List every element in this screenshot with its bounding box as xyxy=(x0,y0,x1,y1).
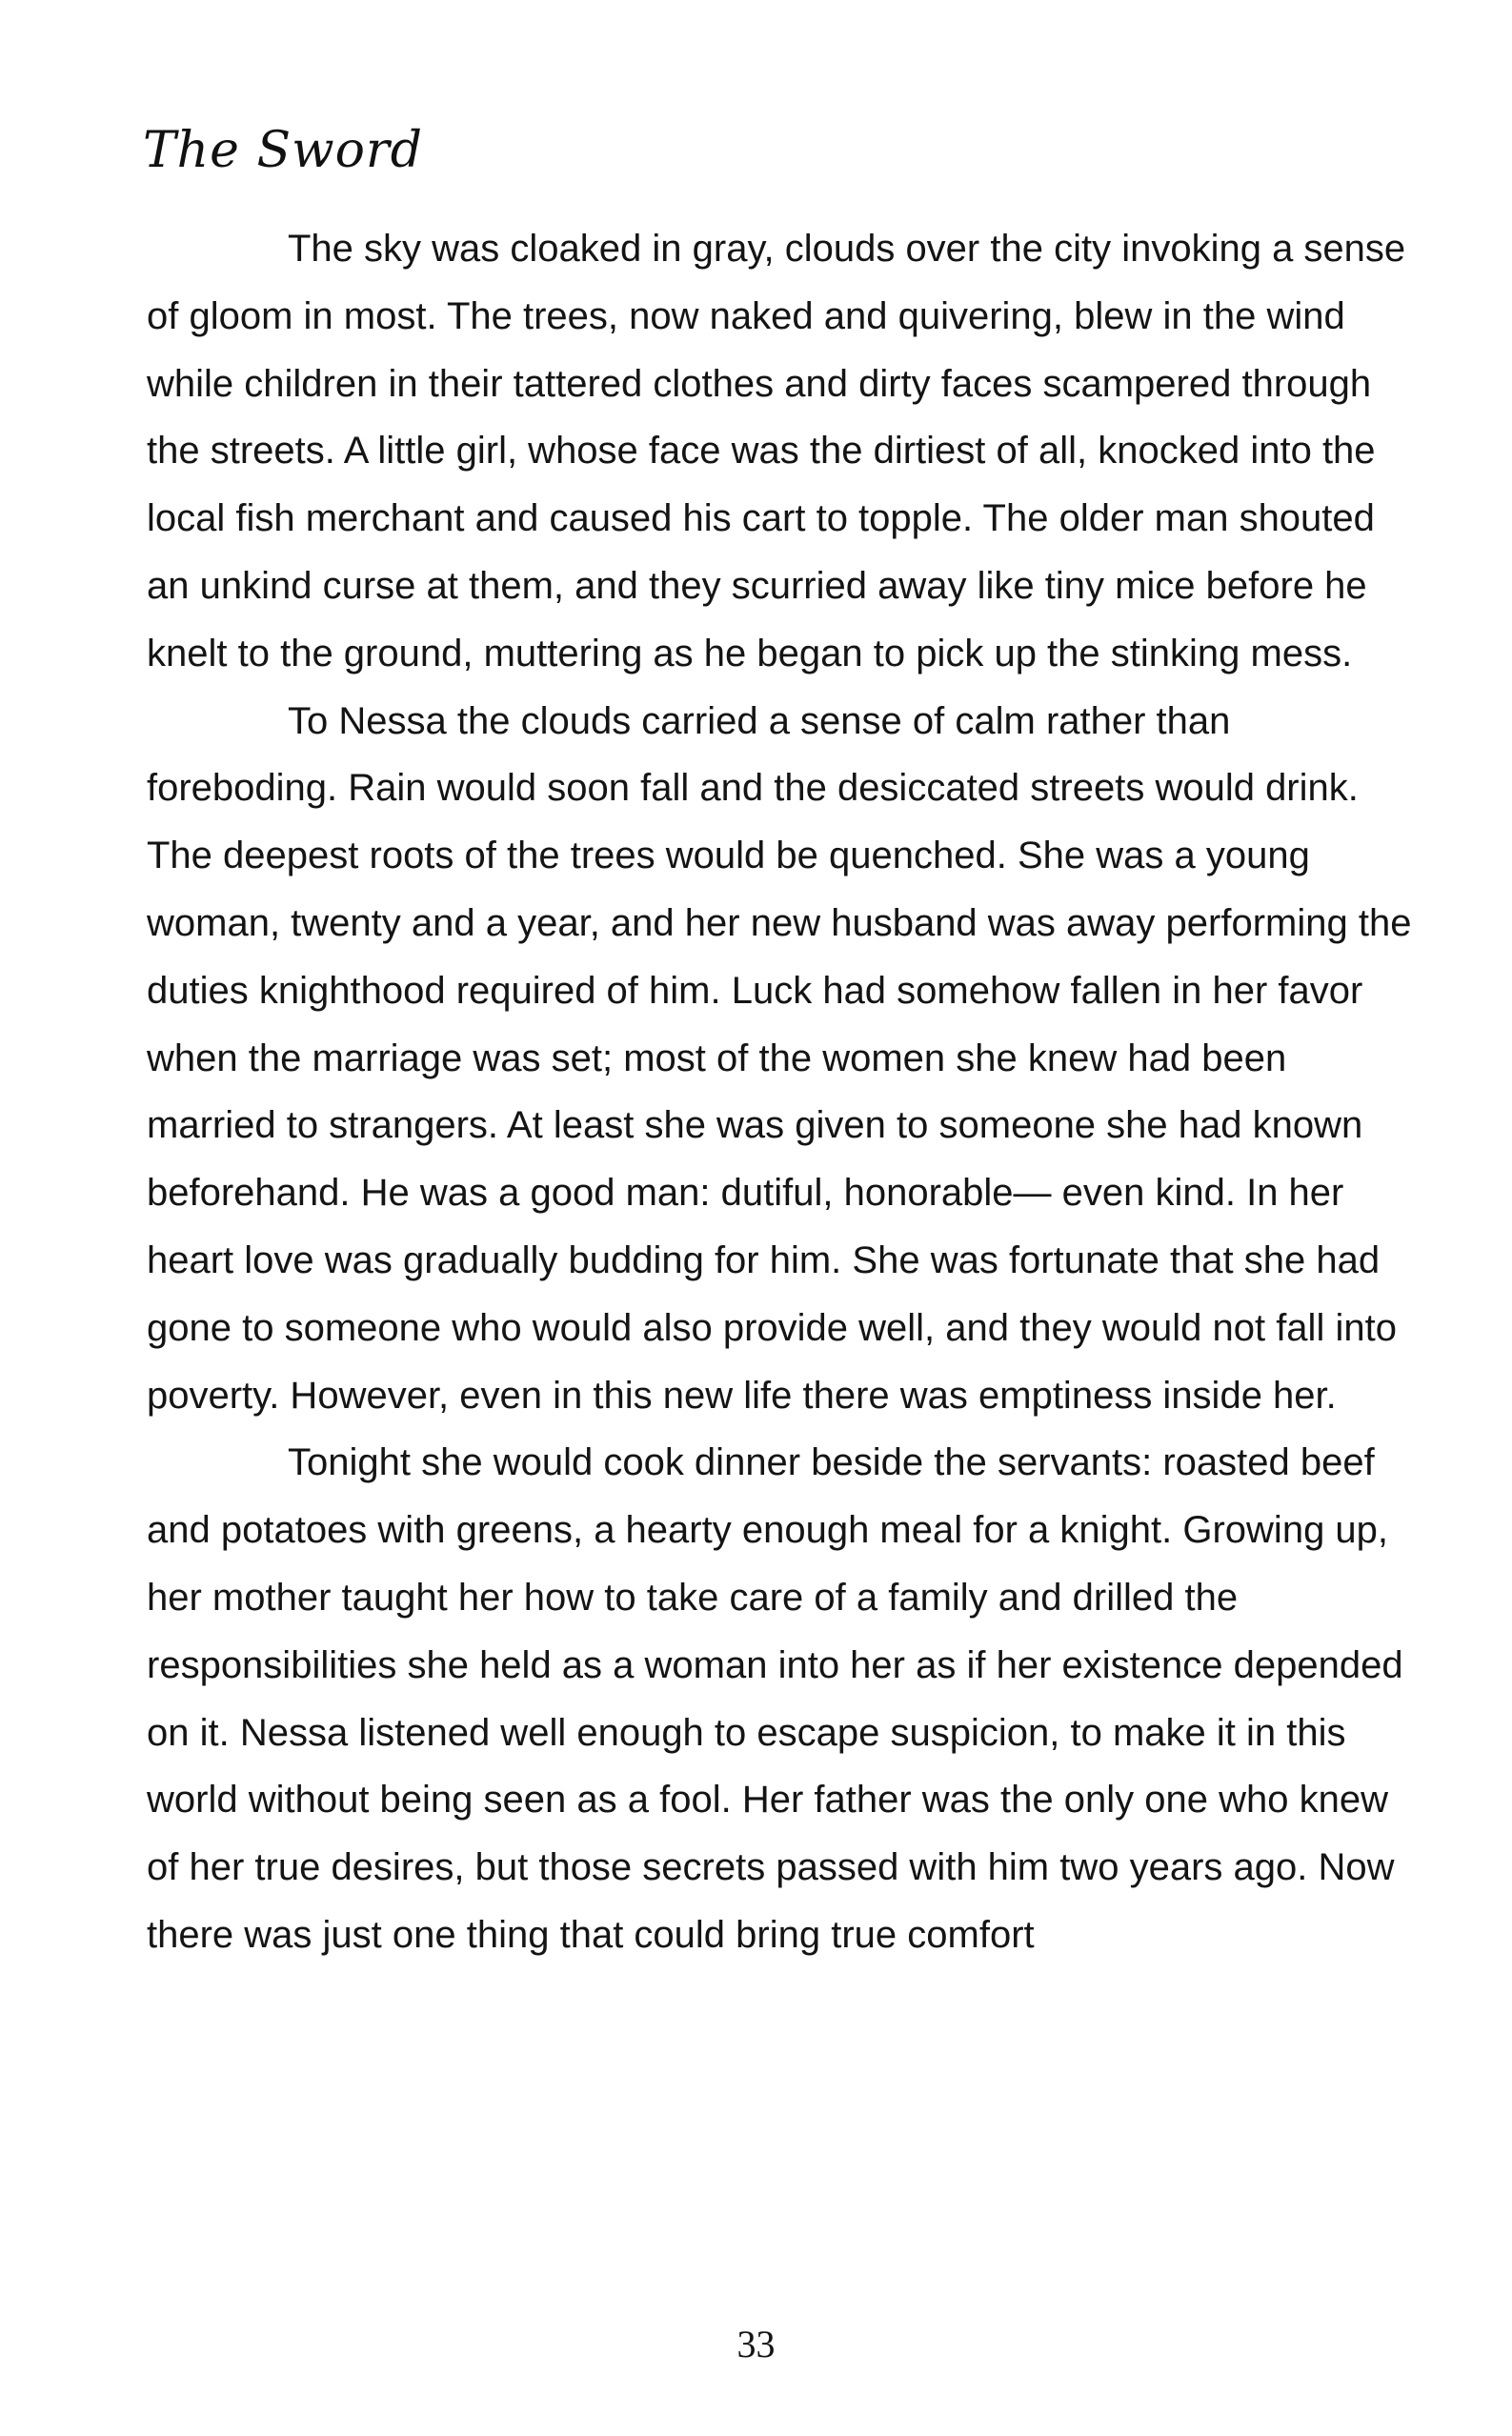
paragraph: Tonight she would cook dinner beside the servants: roasted beef and potatoes with greens, a hearty enough meal for a knight. Growing up, her mother taught her how to take care of a family and drilled the responsibilities she held as a woman into her as if her existence depended on it. Nessa listened well enough to escape suspicion, to make it in this world without being seen as a fool. Her father was the only one who knew of her true desires, but those secrets passed with him two years ago. Now there was just one thing that could bring true comfort xyxy=(147,1441,1403,1956)
page-number: 33 xyxy=(736,2323,776,2366)
paragraph: The sky was cloaked in gray, clouds over the city invoking a sense of gloom in most. The trees, now naked and quivering, blew in the wind while children in their tattered clothes and dirty faces scampered through the streets. A little girl, whose face was the dirtiest of all, knocked into the local fish merchant and caused his cart to topple. The older man shouted an unkind curse at them, and they scurried away like tiny mice before he knelt to the ground, muttering as he began to pick up the stinking mess. xyxy=(147,228,1406,674)
chapter-title: The Sword xyxy=(143,122,424,179)
body-text xyxy=(147,215,1423,1969)
paragraph: To Nessa the clouds carried a sense of calm rather than foreboding. Rain would soon fall and the desiccated streets would drink. The deepest roots of the trees would be quenched. She was a young woman, twenty and a year, and her new husband was away performing the duties knighthood required of him. Luck had somehow fallen in her favor when the marriage was set; most of the women she knew had been married to strangers. At least she was given to someone she had known beforehand. He was a good man: dutiful, honorable— even kind. In her heart love was gradually budding for him. She was fortunate that she had gone to someone who would also provide well, and they would not fall into poverty. However, even in this new life there was emptiness inside her. xyxy=(147,699,1412,1417)
